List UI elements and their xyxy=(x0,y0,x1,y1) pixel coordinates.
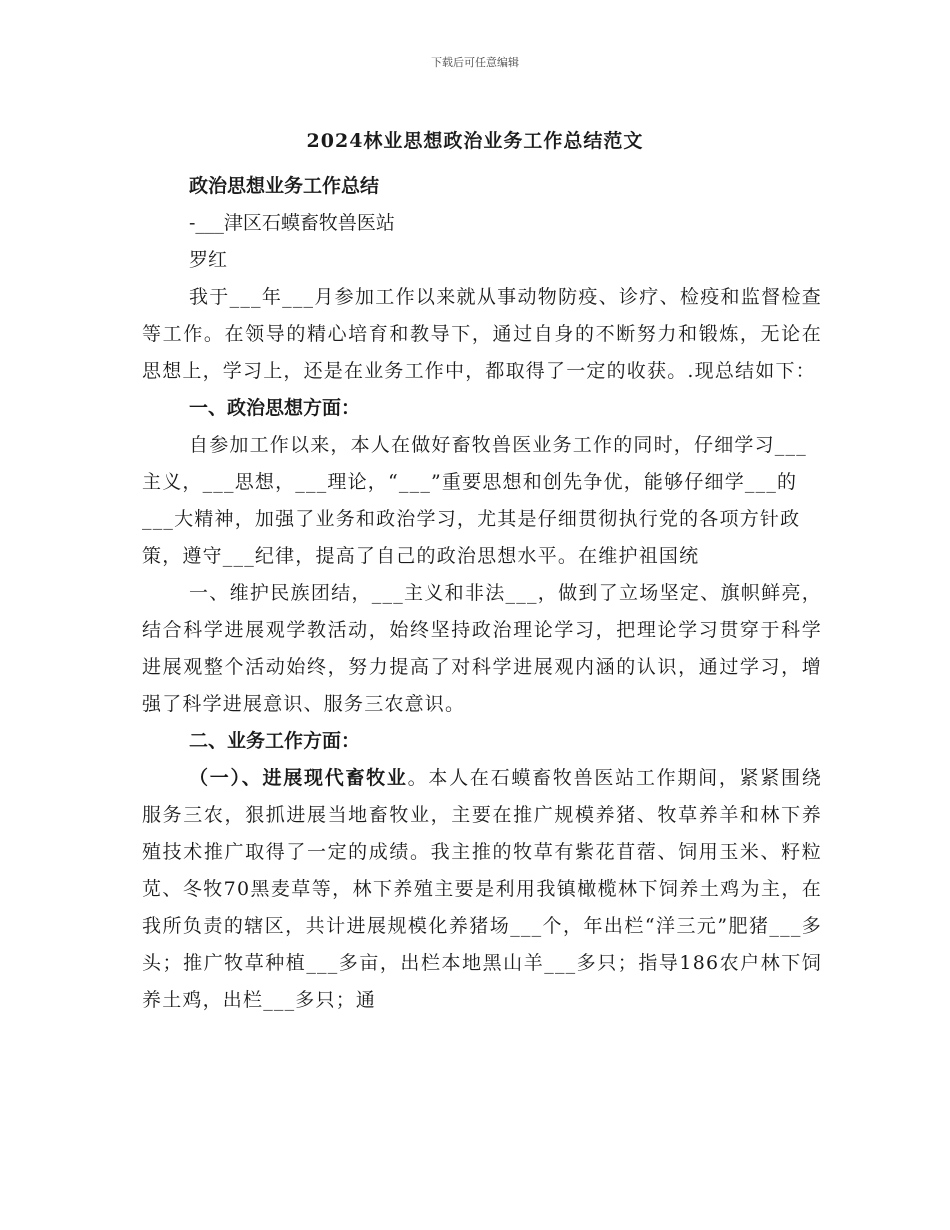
section2-item1-text: 。本人在石蟆畜牧兽医站工作期间，紧紧围绕服务三农，狠抓进展当地畜牧业，主要在推广规模养猪、牧草养羊和林下养殖技术推广取得了一定的成绩。我主推的牧草有紫花苜蓿、饲用玉米、籽粒苋、冬牧70黑麦草等，林下养殖主要是利用我镇橄榄林下饲养土鸡为主，在我所负责的辖区，共计进展规模化养猪场___个，年出栏“洋三元”肥猪___多头；推广牧草种植___多亩，出栏本地黑山羊___多只；指导186农户林下饲养土鸡，出栏___多只；通 xyxy=(142,767,822,1011)
author-name: 罗红 xyxy=(189,249,228,271)
document-title: 2024林业思想政治业务工作总结范文 xyxy=(306,130,644,152)
intro-paragraph: 我于___年___月参加工作以来就从事动物防疫、诊疗、检疫和监督检查等工作。在领导的精心培育和教导下，通过自身的不断努力和锻炼，无论在思想上，学习上，还是在业务工作中，都取得了一定的收获。.现总结如下： xyxy=(142,286,822,382)
section2-heading: 二、业务工作方面： xyxy=(189,730,361,752)
section2-item1-paragraph xyxy=(142,760,822,1019)
organization-line: -___津区石蟆畜牧兽医站 xyxy=(189,212,395,234)
section1-heading: 一、政治思想方面： xyxy=(189,397,361,419)
section1-paragraph-2: 一、维护民族团结，___主义和非法___，做到了立场坚定、旗帜鲜亮，结合科学进展观学教活动，始终坚持政治理论学习，把理论学习贯穿于科学进展观整个活动始终，努力提高了对科学进展观内涵的认识，通过学习，增强了科学进展意识、服务三农意识。 xyxy=(142,582,822,715)
document-subtitle: 政治思想业务工作总结 xyxy=(189,175,380,197)
document-body xyxy=(142,168,822,1019)
page-header-note: 下载后可任意编辑 xyxy=(431,56,519,69)
section1-paragraph-1: 自参加工作以来，本人在做好畜牧兽医业务工作的同时，仔细学习___主义，___思想，___理论，“___”重要思想和创先争优，能够仔细学___的___大精神，加强了业务和政治学习，尤其是仔细贯彻执行党的各项方针政策，遵守___纪律，提高了自己的政治思想水平。在维护祖国统 xyxy=(142,434,807,567)
section2-item1-heading: （一）、进展现代畜牧业 xyxy=(189,767,408,789)
